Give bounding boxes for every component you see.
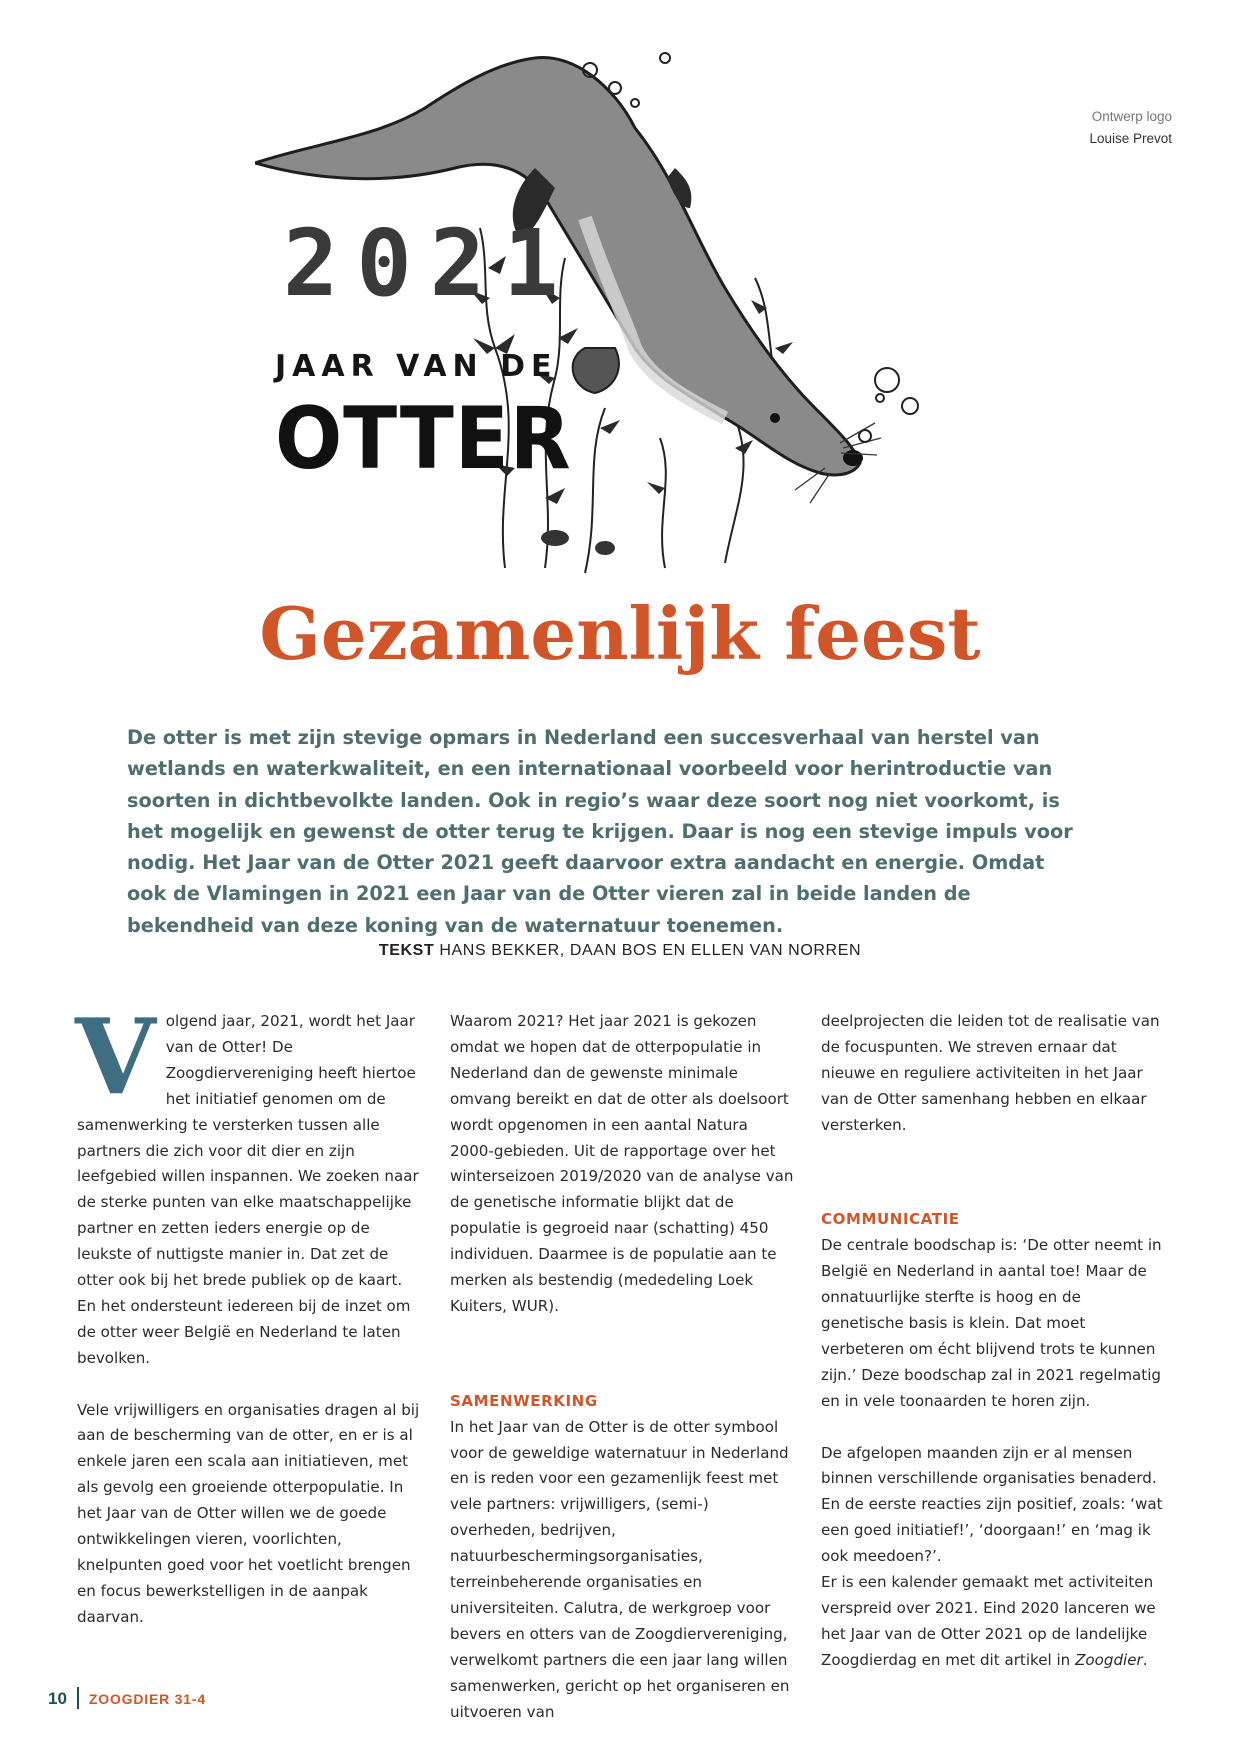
credit-name: Louise Prevot [1089, 131, 1172, 146]
paragraph: Vele vrijwilligers en organisaties dragen al bij aan de bescherming van de otter, en er is al enkele jaren een scala aan initiatieven, met als gevolg een groeiende otterpopulatie. In het Jaar van de Otter willen we de goede ontwikkelingen vieren, voorlichten, knelpunten goed voor het voetlicht brengen en focus bewerkstelligen in de aanpak daarvan. [77, 1400, 420, 1626]
paragraph: De centrale boodschap is: ‘De otter neemt in België en Nederland in aantal toe! Maar de onnatuurlijke sterfte is hoog en de genetische basis is klein. Dat moet verbeteren om écht blijvend trots te kunnen zijn.’ Deze boodschap zal in 2021 regelmatig en in vele toonaarden te horen zijn. [821, 1236, 1162, 1410]
logo-year: 2021 [283, 210, 577, 317]
byline-label: TEKST [378, 942, 435, 959]
paragraph: Er is een kalender gemaakt met activiteiten verspreid over 2021. Eind 2020 lanceren we het Jaar van de Otter 2021 op de landelijke Zoogdierdag en met dit artikel in Zoogdier. [821, 1573, 1156, 1669]
byline [0, 942, 1240, 960]
credit-label: Ontwerp logo [1091, 109, 1172, 124]
paragraph: De afgelopen maanden zijn er al mensen binnen verschillende organisaties benaderd. En de eerste reacties zijn positief, zoals: ‘wat een goed initiatief!’, ‘doorgaan!’ en ‘mag ik ook meedoen?’. [821, 1443, 1163, 1566]
text-column-3 [821, 1009, 1166, 1700]
article-title: Gezamenlijk feest [259, 591, 981, 676]
paragraph: Volgend jaar, 2021, wordt het Jaar van de Otter! De Zoogdiervereniging heeft hiertoe het initiatief genomen om de samenwerking te versterken tussen alle partners die zich voor dit dier en zijn leefgebied willen inspannen. We zoeken naar de sterke punten van elke maatschappelijke partner en zetten ieders energie op de leukste of nuttigste manier in. Dat zet de otter ook bij het brede publiek op de kaart. En het ondersteunt iedereen bij de inzet om de otter weer België en Nederland te laten bevolken. [75, 995, 419, 1367]
section-heading-samenwerking: SAMENWERKING [450, 1391, 598, 1410]
paragraph: Waarom 2021? Het jaar 2021 is gekozen omdat we hopen dat de otterpopulatie in Nederland dan de gewenste minimale omvang bereikt en dat de otter als doelsoort wordt opgenomen in een aantal Natura 2000-gebieden. Uit de rapportage over het winterseizoen 2019/2020 van de analyse van de genetische informatie blijkt dat de populatie is gegroeid naar (schatting) 450 individuen. Daarmee is de populatie aan te merken als bestendig (mededeling Loek Kuiters, WUR). [450, 1012, 794, 1315]
page-number: 10 [48, 1689, 67, 1708]
footer-divider [77, 1687, 79, 1709]
page-footer [48, 1687, 206, 1710]
logo-main-word: OTTER [275, 389, 572, 489]
logo-subtitle: JAAR VAN DE [275, 349, 558, 384]
text-column-1 [75, 995, 422, 1657]
paragraph: In het Jaar van de Otter is de otter symbool voor de geweldige waternatuur in Nederland en is reden voor een gezamenlijk feest met vele partners: vrijwilligers, (semi-) overheden, bedrijven, natuurbeschermingsorganisaties, terreinbeherende organisaties en universiteiten. Calutra, de werkgroep voor bevers en otters van de Zoogdiervereniging, verwelkomt partners die een jaar lang willen samenwerken, gericht op het organiseren en uitvoeren van [450, 1417, 790, 1721]
text-column-2 [450, 1009, 795, 1751]
magazine-issue: ZOOGDIER 31-4 [88, 1691, 206, 1707]
section-heading-communicatie: COMMUNICATIE [821, 1210, 960, 1229]
drop-cap: V [75, 995, 156, 1118]
paragraph: deelprojecten die leiden tot de realisatie van de focuspunten. We streven ernaar dat nieuwe en reguliere activiteiten in het Jaar van de Otter samenhang hebben en elkaar versterken. [821, 1012, 1160, 1134]
article-intro: De otter is met zijn stevige opmars in Nederland een succesverhaal van herstel van wetlands en waterkwaliteit, en een internationaal voorbeeld voor herintroductie van soorten in dichtbevolkte landen. Ook in regio’s waar deze soort nog niet voorkomt, is het mogelijk en gewenst de otter terug te krijgen. Daar is nog een stevige impuls voor nodig. Het Jaar van de Otter 2021 geeft daarvoor extra aandacht en energie. Omdat ook de Vlamingen in 2021 een Jaar van de Otter vieren zal in beide landen de bekendheid van deze koning van de waternatuur toenemen. [127, 726, 1073, 937]
illustration-credit [1089, 106, 1172, 150]
byline-authors: HANS BEKKER, DAAN BOS EN ELLEN VAN NORREN [439, 942, 862, 959]
